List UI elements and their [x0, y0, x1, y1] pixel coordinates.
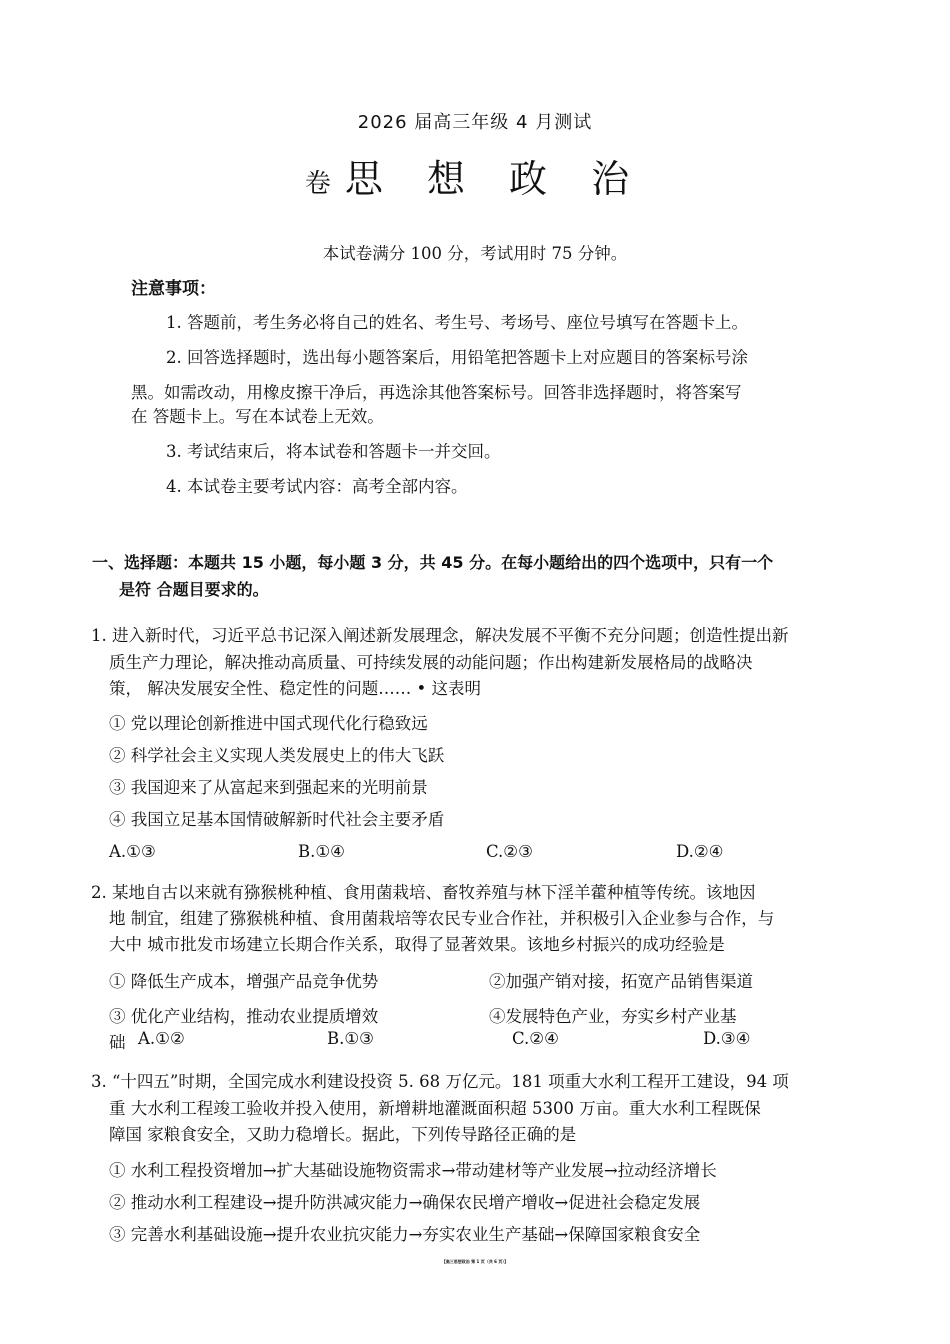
q1-answer-a: A.①③ — [109, 842, 156, 861]
q1-stem-line3: 策， 解决发展安全性、稳定性的问题…… • 这表明 — [109, 679, 481, 698]
q2-answer-c: C.②④ — [512, 1029, 559, 1048]
q2-option-1: ① 降低生产成本，增强产品竞争优势 — [109, 972, 379, 991]
q1-answer-c: C.②③ — [486, 842, 533, 861]
q2-option-4-cont: 础 — [109, 1033, 126, 1052]
notice-item-1: 1. 答题前，考生务必将自己的姓名、考生号、考场号、座位号填写在答题卡上。 — [166, 313, 748, 332]
notice-heading: 注意事项： — [131, 279, 216, 299]
q2-option-4: ④发展特色产业，夯实乡村产业基 — [489, 1007, 737, 1026]
q3-stem-line2: 重 大水利工程竣工验收并投入使用，新增耕地灌溉面积超 5300 万亩。重大水利工程既保 — [109, 1099, 761, 1118]
q3-stem-line3: 障国 家粮食安全，又助力稳增长。据此，下列传导路径正确的是 — [109, 1125, 577, 1144]
q1-answer-b: B.①④ — [298, 842, 345, 861]
q2-answer-a: A.①② — [138, 1029, 185, 1048]
q2-option-2: ②加强产销对接，拓宽产品销售渠道 — [489, 972, 753, 991]
notice-item-4: 4. 本试卷主要考试内容：高考全部内容。 — [166, 477, 468, 496]
q1-answer-d: D.②④ — [676, 842, 724, 861]
page-footer: 【高三思想政治 第 1 页（共 6 页）】 — [441, 1259, 509, 1264]
subject-title — [0, 148, 950, 203]
notice-item-2-cont2: 在 答题卡上。写在本试卷上无效。 — [131, 407, 384, 426]
section-heading: 一、选择题：本题共 15 小题，每小题 3 分，共 45 分。在每小题给出的四个选项中，只有一个 — [92, 553, 774, 572]
q1-stem-line2: 质生产力理论，解决推动高质量、可持续发展的动能问题；作出构建新发展格局的战略决 — [109, 653, 753, 672]
q1-option-3: ③ 我国迎来了从富起来到强起来的光明前景 — [109, 778, 428, 797]
notice-item-2: 2. 回答选择题时，选出每小题答案后，用铅笔把答题卡上对应题目的答案标号涂 — [166, 348, 748, 367]
notice-item-2-cont: 黑。如需改动，用橡皮擦干净后，再选涂其他答案标号。回答非选择题时，将答案写 — [131, 383, 742, 402]
q2-stem-line2: 地 制宜，组建了猕猴桃种植、食用菌栽培等农民专业合作社，并积极引入企业参与合作，与 — [109, 909, 775, 928]
q2-stem-line1: 2. 某地自古以来就有猕猴桃种植、食用菌栽培、畜牧养殖与林下淫羊藿种植等传统。该地因 — [91, 883, 756, 902]
q2-stem-line3: 大中 城市批发市场建立长期合作关系，取得了显著效果。该地乡村振兴的成功经验是 — [109, 935, 725, 954]
exam-info: 本试卷满分 100 分，考试用时 75 分钟。 — [322, 244, 628, 263]
q2-answer-b: B.①③ — [327, 1029, 374, 1048]
q2-answer-d: D.③④ — [703, 1029, 751, 1048]
q3-option-2: ② 推动水利工程建设→提升防洪减灾能力→确保农民增产增收→促进社会稳定发展 — [109, 1193, 701, 1212]
subject-title-main: 思 想 政 治 — [344, 157, 646, 201]
notice-item-3: 3. 考试结束后，将本试卷和答题卡一并交回。 — [166, 442, 501, 461]
q3-option-3: ③ 完善水利基础设施→提升农业抗灾能力→夯实农业生产基础→保障国家粮食安全 — [109, 1225, 701, 1244]
q3-option-1: ① 水利工程投资增加→扩大基础设施物资需求→带动建材等产业发展→拉动经济增长 — [109, 1161, 717, 1180]
q2-option-3: ③ 优化产业结构，推动农业提质增效 — [109, 1007, 379, 1026]
subject-title-prefix: 卷 — [304, 169, 331, 199]
q1-stem-line1: 1. 进入新时代，习近平总书记深入阐述新发展理念，解决发展不平衡不充分问题；创造性提出新 — [91, 626, 789, 645]
section-heading-cont: 是符 合题目要求的。 — [119, 580, 269, 599]
exam-title: 2026 届高三年级 4 月测试 — [357, 112, 593, 133]
q1-option-4: ④ 我国立足基本国情破解新时代社会主要矛盾 — [109, 810, 445, 829]
q1-option-2: ② 科学社会主义实现人类发展史上的伟大飞跃 — [109, 746, 445, 765]
q1-option-1: ① 党以理论创新推进中国式现代化行稳致远 — [109, 714, 428, 733]
q3-stem-line1: 3. “十四五”时期，全国完成水利建设投资 5. 68 万亿元。181 项重大水利工程开工建设，94 项 — [91, 1072, 789, 1091]
